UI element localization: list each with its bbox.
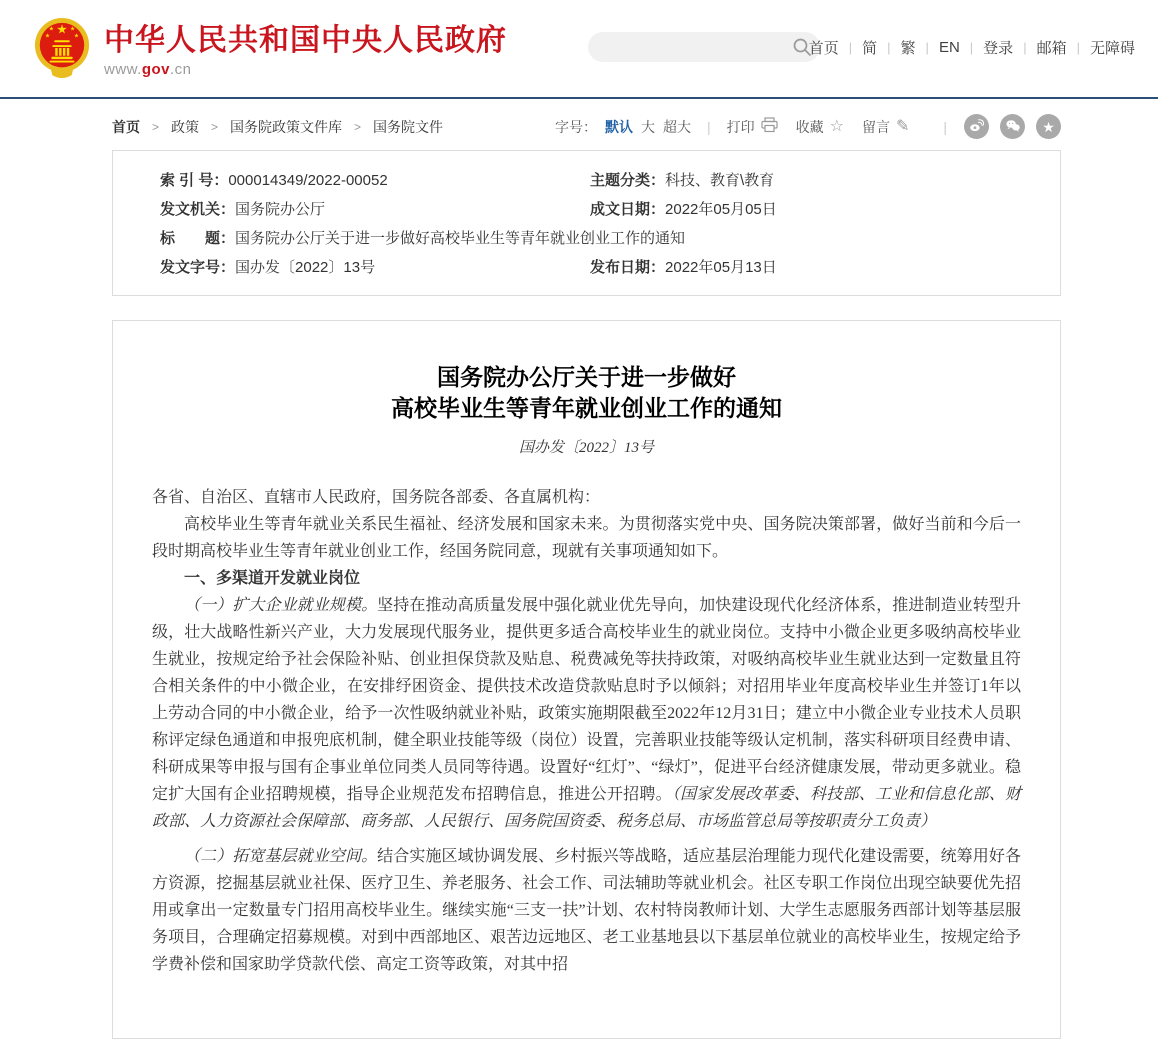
- wechat-icon: [1005, 118, 1021, 136]
- meta-index-label: 索 引 号：: [160, 172, 229, 189]
- breadcrumb-separator: >: [152, 119, 160, 134]
- svg-text:★: ★: [73, 33, 80, 40]
- meta-topic-label: 主题分类：: [590, 172, 666, 189]
- share-wechat-button[interactable]: [1000, 114, 1025, 139]
- printer-icon: [761, 117, 778, 137]
- comment-button[interactable]: 留言 ✎: [861, 117, 910, 135]
- star-outline-icon: ☆: [829, 117, 844, 135]
- meta-agency-value: 国务院办公厅: [235, 201, 326, 218]
- meta-publish-date-value: 2022年05月13日: [665, 259, 777, 276]
- document-metadata: [112, 150, 1061, 296]
- breadcrumb-policy[interactable]: 政策: [171, 118, 200, 135]
- meta-row: [160, 166, 1060, 195]
- svg-text:★: ★: [44, 33, 51, 40]
- font-size-xlarge[interactable]: 超大: [662, 118, 691, 135]
- svg-text:★: ★: [70, 26, 76, 33]
- page-toolbar: 字号： 默认 大 超大 | 打印 收藏 ☆ 留言 ✎ | ★: [555, 114, 1061, 139]
- meta-topic-value: 科技、教育\教育: [665, 172, 775, 189]
- breadcrumb-state-council-docs[interactable]: 国务院文件: [373, 118, 444, 135]
- meta-doc-number-label: 发文字号：: [160, 259, 236, 276]
- document-title: 国务院办公厅关于进一步做好 高校毕业生等青年就业创业工作的通知: [391, 365, 782, 421]
- nav-traditional[interactable]: 繁: [900, 40, 916, 57]
- favorite-button[interactable]: 收藏 ☆: [795, 117, 844, 135]
- document-content: [112, 320, 1061, 1039]
- pencil-icon: ✎: [895, 117, 910, 135]
- meta-publish-date-label: 发布日期：: [590, 259, 666, 276]
- nav-accessibility[interactable]: 无障碍: [1089, 40, 1135, 57]
- nav-english[interactable]: EN: [938, 39, 960, 56]
- meta-written-date-label: 成文日期：: [590, 201, 666, 218]
- document-body: [152, 484, 1021, 978]
- font-size-default[interactable]: 默认: [604, 118, 633, 135]
- meta-index-value: 000014349/2022-00052: [228, 172, 388, 189]
- site-url: www.gov.cn: [104, 61, 192, 78]
- svg-text:★: ★: [56, 22, 68, 37]
- document-number: 国办发〔2022〕13号: [518, 440, 654, 456]
- nav-home[interactable]: 首页: [808, 40, 839, 57]
- site-logo[interactable]: [33, 15, 507, 86]
- font-size-label: 字号：: [554, 118, 597, 135]
- site-header: [0, 0, 1158, 97]
- star-badge-icon: ★: [1042, 118, 1055, 135]
- weibo-icon: [969, 118, 984, 136]
- search-input[interactable]: [602, 36, 781, 60]
- header-divider: [0, 97, 1158, 99]
- breadcrumb-policy-library[interactable]: 国务院政策文件库: [230, 118, 343, 135]
- site-title: 中华人民共和国中央人民政府: [104, 24, 507, 57]
- paragraph-1: （一）扩大企业就业规模。坚持在推动高质量发展中强化就业优先导向，加快建设现代化经济体系，推进制造业转型升级，壮大战略性新兴产业，大力发展现代服务业，提供更多适合高校毕业生的就业岗位。支持中小微企业更多吸纳高校毕业生就业，按规定给予社会保险补贴、创业担保贷款及贴息、税费减免等扶持政策，对吸纳高校毕业生就业达到一定数量且符合相关条件的中小微企业，在安排纾困资金、提供技术改造贷款贴息时予以倾斜；对招用毕业年度高校毕业生并签订1年以上劳动合同的中小微企业，给予一次性吸纳就业补贴，政策实施期限截至2022年12月31日；建立中小微企业专业技术人员职称评定绿色通道和申报兜底机制，健全职业技能等级（岗位）设置，完善职业技能等级认定机制，落实科研项目经费申请、科研成果等申报与国有企事业单位同类人员同等待遇。设置好“红灯”、“绿灯”，促进平台经济健康发展，带动更多就业。稳定扩大国有企业招聘规模，指导企业规范发布招聘信息，推进公开招聘。（国家发展改革委、科技部、工业和信息化部、财政部、人力资源社会保障部、商务部、人民银行、国务院国资委、税务总局、市场监管总局等按职责分工负责）: [152, 597, 1021, 830]
- breadcrumb-separator: >: [211, 119, 219, 134]
- nav-mail[interactable]: 邮箱: [1036, 40, 1067, 57]
- national-emblem-icon: [33, 15, 91, 86]
- breadcrumb-home[interactable]: 首页: [112, 118, 140, 135]
- share-qzone-button[interactable]: [1036, 114, 1061, 139]
- share-buttons: [953, 114, 1061, 139]
- breadcrumb-toolbar-row: [112, 114, 1061, 139]
- meta-doc-number-value: 国办发〔2022〕13号: [235, 259, 376, 276]
- svg-text:★: ★: [48, 26, 54, 33]
- font-size-large[interactable]: 大: [640, 118, 655, 135]
- section-heading: 一、多渠道开发就业岗位: [184, 570, 361, 587]
- salutation: 各省、自治区、直辖市人民政府，国务院各部委、各直属机构：: [152, 489, 601, 506]
- meta-written-date-value: 2022年05月05日: [665, 201, 777, 218]
- breadcrumb: [112, 117, 443, 137]
- meta-title-label: 标 题：: [160, 230, 236, 247]
- nav-login[interactable]: 登录: [983, 40, 1014, 57]
- intro-paragraph: 高校毕业生等青年就业关系民生福祉、经济发展和国家未来。为贯彻落实党中央、国务院决策部署，做好当前和今后一段时期高校毕业生等青年就业创业工作，经国务院同意，现就有关事项通知如下。: [152, 516, 1021, 560]
- meta-title-value: 国务院办公厅关于进一步做好高校毕业生等青年就业创业工作的通知: [235, 230, 686, 247]
- meta-row: [160, 195, 1060, 224]
- search-box[interactable]: [588, 32, 820, 62]
- print-button[interactable]: 打印: [727, 117, 778, 137]
- share-weibo-button[interactable]: [964, 114, 989, 139]
- paragraph-2: （二）拓宽基层就业空间。结合实施区域协调发展、乡村振兴等战略，适应基层治理能力现代化建设需要，统筹用好各方资源，挖掘基层就业社保、医疗卫生、养老服务、社会工作、司法辅助等就业机会。社区专职工作岗位出现空缺要优先招用或拿出一定数量专门招用高校毕业生。继续实施“三支一扶”计划、农村特岗教师计划、大学生志愿服务西部计划等基层服务项目，合理确定招募规模。对到中西部地区、艰苦边远地区、老工业基地县以下基层单位就业的高校毕业生，按规定给予学费补偿和国家助学贷款代偿、高定工资等政策，对其中招: [152, 848, 1021, 973]
- meta-agency-label: 发文机关：: [160, 201, 236, 218]
- breadcrumb-separator: >: [354, 119, 362, 134]
- top-nav: 首页 | 简 | 繁 | EN | 登录 | 邮箱 | 无障碍: [808, 39, 1135, 57]
- meta-row: [160, 253, 1060, 282]
- meta-row: [160, 224, 1060, 253]
- nav-simplified[interactable]: 简: [862, 40, 878, 57]
